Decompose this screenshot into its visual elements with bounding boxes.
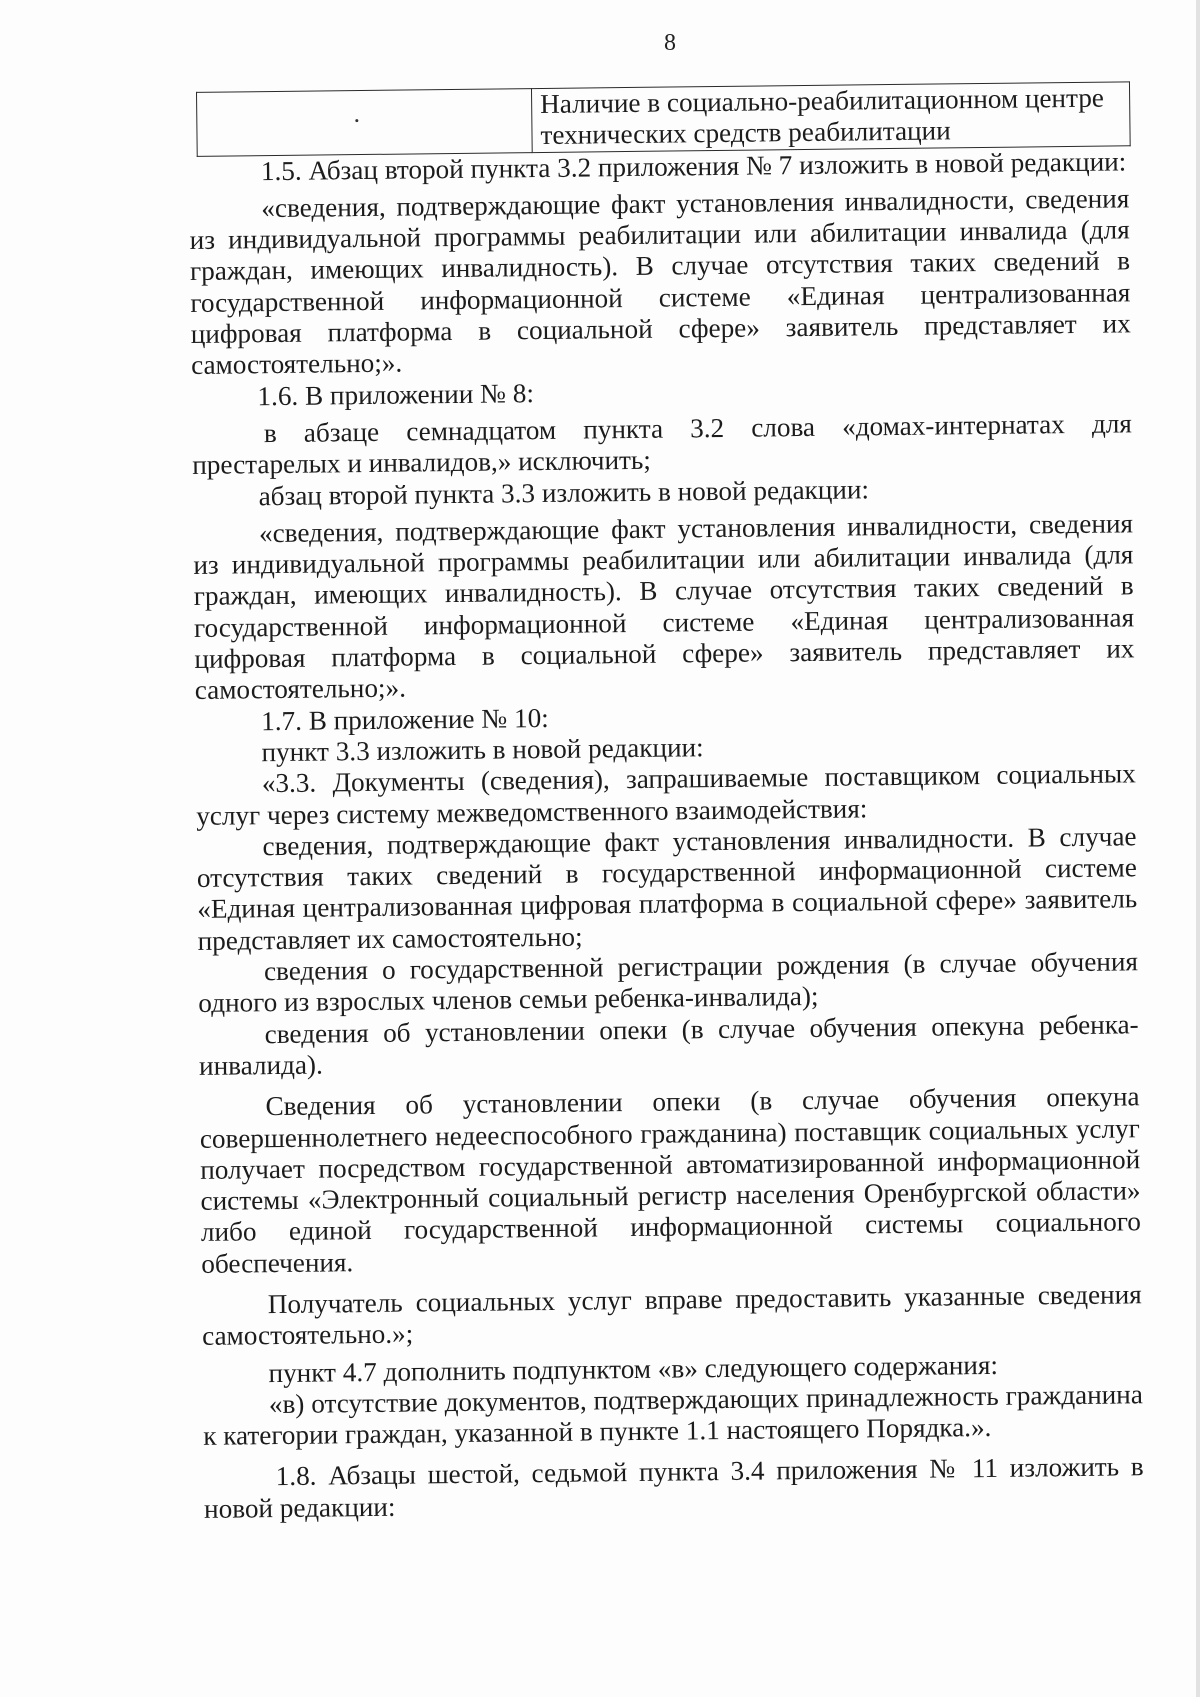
paragraph-1-6: 1.6. В приложении № 8: xyxy=(257,377,535,411)
paragraph-clause-3-3: абзац второй пункта 3.3 изложить в новой редакции: xyxy=(258,473,870,511)
paragraph-guardianship: сведения об установлении опеки (в случае обучения опекуна ребенка-инвалида). xyxy=(198,1008,1139,1081)
table-cell-left xyxy=(197,89,533,156)
paragraph-recipient-right: Получатель социальных услуг вправе предоставить указанные сведения самостоятельно.»; xyxy=(201,1279,1142,1352)
scan-speck xyxy=(355,119,358,122)
continuation-table xyxy=(196,81,1131,156)
quote-paragraph-disability-2: «сведения, подтверждающие факт установления инвалидности, сведения из индивидуальной программы реабилитации или абилитации инвалида (для граждан, имеющих инвалидность). В случае отсутствия таких сведений в государственной информационной системе «Единая централизованная цифровая платформа в социальной сфере» заявитель представляет их самостоятельно;». xyxy=(193,508,1135,706)
paragraph-guardianship-adult: Сведения об установлении опеки (в случае обучения опекуна совершеннолетнего недееспособного гражданина) поставщик социальных услуг получает посредством государственной автоматизированной информационной системы «Электронный социальный регистр населения Оренбургской области» либо единой государственной информационной системы социального обеспечения. xyxy=(199,1081,1142,1279)
document-body xyxy=(188,81,1144,1525)
paragraph-documents-3-3: «3.3. Документы (сведения), запрашиваемые поставщиком социальных услуг через систему межведомственного взаимодействия: xyxy=(196,758,1136,831)
table-cell-right: Наличие в социально-реабилитационном центре технических средств реабилитации xyxy=(531,82,1130,152)
paragraph-1-5: 1.5. Абзац второй пункта 3.2 приложения № 7 изложить в новой редакции: xyxy=(260,145,1127,186)
page-number: 8 xyxy=(664,30,676,56)
paragraph-disability-info: сведения, подтверждающие факт установления инвалидности. В случае отсутствия таких сведений в государственной информационной системе «Единая централизованная цифровая платформа в социальной сфере» заявитель представляет их самостоятельно; xyxy=(196,821,1138,956)
paragraph-clause-3-3-new: пункт 3.3 изложить в новой редакции: xyxy=(261,732,704,768)
paragraph-1-8: 1.8. Абзацы шестой, седьмой пункта 3.4 приложения № 11 изложить в новой редакции: xyxy=(203,1451,1144,1524)
table-row xyxy=(197,82,1131,156)
paragraph-birth-registration: сведения о государственной регистрации рождения (в случае обучения одного из взрослых членов семьи ребенка-инвалида); xyxy=(198,946,1139,1019)
paragraph-clause-4-7: пункт 4.7 дополнить подпунктом «в» следующего содержания: xyxy=(268,1349,999,1388)
quote-paragraph-disability-1: «сведения, подтверждающие факт установления инвалидности, сведения из индивидуальной программы реабилитации или абилитации инвалида (для граждан, имеющих инвалидность). В случае отсутствия таких сведений в государственной информационной системе «Единая централизованная цифровая платформа в социальной сфере» заявитель представляет их самостоятельно;». xyxy=(189,183,1131,381)
paragraph-clause-3-2: в абзаце семнадцатом пункта 3.2 слова «домах-интернатах для престарелых и инвалидов,» исключить; xyxy=(192,408,1132,481)
paragraph-subclause-v: «в) отсутствие документов, подтверждающих принадлежность гражданина к категории граждан, указанной в пункте 1.1 настоящего Порядка.». xyxy=(203,1379,1144,1452)
paragraph-1-7: 1.7. В приложение № 10: xyxy=(260,702,549,736)
